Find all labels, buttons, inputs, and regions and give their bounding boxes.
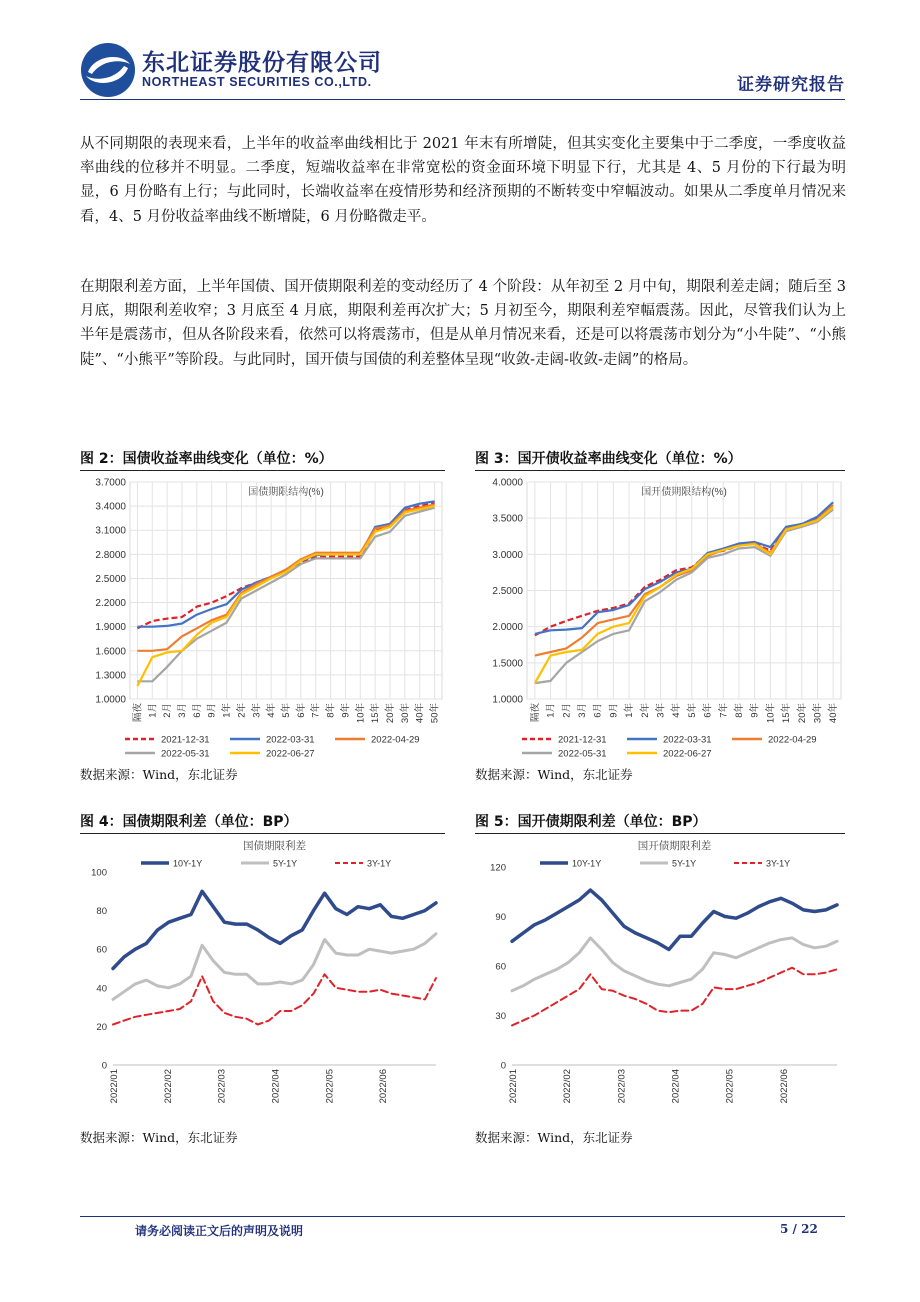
figure-4-title: 图 4：国债期限利差（单位：BP） <box>80 814 298 830</box>
legend-label: 3Y-1Y <box>766 858 791 869</box>
x-tick-label: 40年 <box>828 703 840 724</box>
y-tick-label: 1.9000 <box>95 622 126 634</box>
header-divider <box>80 99 845 100</box>
x-tick-label: 10年 <box>765 703 777 724</box>
x-tick-label: 1年 <box>624 703 636 718</box>
figure-5-title: 图 5：国开债期限利差（单位：BP） <box>475 814 707 830</box>
paragraph-2: 在期限利差方面，上半年国债、国开债期限利差的变动经历了 4 个阶段：从年初至 2 月中旬，期限利差走阔；随后至 3 月底，期限利差收窄；3 月底至 4 月底，期限利差再次扩大；5 月初至今，期限利差窄幅震荡。因此，尽管我们认为上半年是震荡市，但从各阶段来看，依然可以将震荡市，但是从单月情况来看，还是可以将震荡市划分为“小牛陡”、“小熊陡”、“小熊平”等阶段。与此同时，国开债与国债的利差整体呈现“收敛-走阔-收敛-走阔”的格局。 <box>80 279 846 368</box>
legend-label: 2021-12-31 <box>558 734 607 746</box>
figure-5-rule <box>475 833 845 834</box>
y-tick-label: 4.0000 <box>492 477 523 489</box>
chart-title: 国债期限结构(%) <box>248 487 324 498</box>
legend-label: 5Y-1Y <box>273 858 298 869</box>
x-tick-label: 9年 <box>340 703 352 718</box>
x-tick-label: 30年 <box>399 703 411 724</box>
x-tick-label: 2月 <box>561 703 573 718</box>
series-line-2022-06-27 <box>535 507 833 683</box>
y-tick-label: 2.8000 <box>95 549 126 561</box>
legend-label: 2022-04-29 <box>768 734 817 746</box>
y-tick-label: 2.5000 <box>95 573 126 585</box>
series-line-5Y-1Y <box>512 938 837 991</box>
legend-label: 2022-04-29 <box>371 734 420 746</box>
y-tick-label: 0 <box>500 1060 506 1072</box>
legend-label: 2022-03-31 <box>663 734 712 746</box>
x-tick-label: 2022/01 <box>109 1069 120 1104</box>
x-tick-label: 4年 <box>266 703 278 718</box>
y-tick-label: 80 <box>96 906 107 918</box>
y-tick-label: 20 <box>96 1021 107 1033</box>
x-tick-label: 4年 <box>671 703 683 718</box>
y-tick-label: 60 <box>495 961 506 973</box>
series-line-10Y-1Y <box>113 891 436 968</box>
figure-3-source: 数据来源：Wind，东北证券 <box>475 767 633 782</box>
legend-label: 3Y-1Y <box>367 858 392 869</box>
x-tick-label: 2022/04 <box>670 1069 682 1104</box>
x-tick-label: 15年 <box>781 703 793 724</box>
series-line-5Y-1Y <box>113 934 436 1000</box>
y-tick-label: 120 <box>490 862 506 874</box>
x-tick-label: 6年 <box>702 703 714 718</box>
y-tick-label: 3.7000 <box>95 477 126 489</box>
x-tick-label: 2022/01 <box>508 1069 519 1104</box>
chart-title: 国开债期限结构(%) <box>641 487 727 498</box>
y-tick-label: 100 <box>91 867 107 879</box>
legend-label: 2022-03-31 <box>266 734 315 746</box>
x-tick-label: 2022/05 <box>724 1069 736 1104</box>
chart-title: 国开债期限利差 <box>637 840 712 852</box>
figure-3-rule <box>475 470 845 471</box>
company-logo-icon <box>80 42 136 98</box>
y-tick-label: 40 <box>96 983 107 995</box>
series-line-3Y-1Y <box>512 968 837 1026</box>
x-tick-label: 1年 <box>221 703 233 718</box>
figure-2-title: 图 2：国债收益率曲线变化（单位：%） <box>80 451 333 467</box>
y-tick-label: 1.0000 <box>492 694 523 706</box>
x-tick-label: 2022/03 <box>216 1069 228 1104</box>
x-tick-label: 3月 <box>177 703 188 718</box>
x-tick-label: 40年 <box>414 703 426 724</box>
legend-label: 2022-06-27 <box>663 748 712 757</box>
y-tick-label: 3.0000 <box>492 549 523 561</box>
x-tick-label: 6月 <box>191 703 203 718</box>
x-tick-label: 1月 <box>545 703 557 718</box>
y-tick-label: 2.0000 <box>492 622 523 634</box>
x-tick-label: 2022/04 <box>270 1069 282 1104</box>
y-tick-label: 3.4000 <box>95 501 126 513</box>
legend-label: 2022-06-27 <box>266 748 315 757</box>
x-tick-label: 2022/05 <box>324 1069 336 1104</box>
y-tick-label: 2.2000 <box>95 598 126 610</box>
x-tick-label: 8年 <box>733 703 745 718</box>
footer-divider <box>80 1216 845 1217</box>
legend-label: 2021-12-31 <box>161 734 210 746</box>
figure-4-source: 数据来源：Wind，东北证券 <box>80 1130 238 1145</box>
legend-label: 2022-05-31 <box>558 748 607 757</box>
x-tick-label: 9月 <box>206 703 218 718</box>
y-tick-label: 1.0000 <box>95 694 126 706</box>
x-tick-label: 2022/02 <box>562 1069 574 1104</box>
report-type-label: 证券研究报告 <box>737 75 845 95</box>
chart-title: 国债期限利差 <box>243 840 306 852</box>
legend-label: 10Y-1Y <box>572 858 602 869</box>
x-tick-label: 6月 <box>592 703 604 718</box>
y-tick-label: 3.1000 <box>95 525 126 537</box>
report-header <box>80 38 845 98</box>
y-tick-label: 3.5000 <box>492 513 523 525</box>
treasury-yield-curve-chart <box>80 472 445 757</box>
figure-2-rule <box>80 470 445 471</box>
y-tick-label: 0 <box>101 1060 107 1072</box>
x-tick-label: 3月 <box>576 703 588 718</box>
x-tick-label: 6年 <box>295 703 307 718</box>
company-name-en: NORTHEAST SECURITIES CO.,LTD. <box>142 75 372 89</box>
x-tick-label: 20年 <box>385 703 396 724</box>
x-tick-label: 30年 <box>812 703 824 724</box>
y-tick-label: 30 <box>495 1011 506 1022</box>
y-tick-label: 1.6000 <box>95 646 126 658</box>
y-tick-label: 60 <box>96 944 107 956</box>
series-line-10Y-1Y <box>512 890 837 949</box>
x-tick-label: 5年 <box>686 703 698 718</box>
x-tick-label: 9年 <box>749 703 761 718</box>
y-tick-label: 1.5000 <box>492 658 523 670</box>
x-tick-label: 2月 <box>162 703 174 718</box>
figure-3-title: 图 3：国开债收益率曲线变化（单位：%） <box>475 451 742 467</box>
x-tick-label: 2022/06 <box>778 1069 790 1104</box>
series-line-2022-04-29 <box>535 505 833 655</box>
figure-5-source: 数据来源：Wind，东北证券 <box>475 1130 633 1145</box>
y-tick-label: 1.3000 <box>95 670 126 682</box>
footer-disclaimer: 请务必阅读正文后的声明及说明 <box>135 1224 304 1238</box>
page-number: 5 / 22 <box>780 1222 818 1236</box>
legend-label: 2022-05-31 <box>161 748 210 757</box>
x-tick-label: 隔夜 <box>529 703 541 723</box>
series-line-2022-05-31 <box>535 510 833 684</box>
x-tick-label: 3年 <box>655 703 667 718</box>
x-tick-label: 10年 <box>355 703 367 724</box>
x-tick-label: 9月 <box>608 703 620 718</box>
y-tick-label: 90 <box>495 912 506 923</box>
x-tick-label: 8年 <box>325 703 337 718</box>
x-tick-label: 隔夜 <box>132 703 144 723</box>
x-tick-label: 15年 <box>370 703 382 724</box>
legend-label: 10Y-1Y <box>173 858 203 869</box>
legend-label: 5Y-1Y <box>672 858 697 869</box>
x-tick-label: 20年 <box>796 703 808 724</box>
figure-4-rule <box>80 833 445 834</box>
treasury-term-spread-chart <box>80 835 445 1120</box>
figure-2-source: 数据来源：Wind，东北证券 <box>80 767 238 782</box>
x-tick-label: 2022/02 <box>162 1069 174 1104</box>
x-tick-label: 2年 <box>236 703 248 718</box>
y-tick-label: 2.5000 <box>492 586 523 597</box>
x-tick-label: 5年 <box>281 703 292 718</box>
company-name-cn: 东北证券股份有限公司 <box>142 50 382 76</box>
x-tick-label: 2022/03 <box>616 1069 628 1104</box>
x-tick-label: 7年 <box>718 703 730 718</box>
x-tick-label: 50年 <box>429 703 441 724</box>
cdb-yield-curve-chart <box>475 472 845 757</box>
x-tick-label: 2年 <box>639 703 651 718</box>
x-tick-label: 1月 <box>147 703 159 718</box>
paragraph-1: 从不同期限的表现来看，上半年的收益率曲线相比于 2021 年末有所增陡，但其实变化主要集中于二季度，一季度收益率曲线的位移并不明显。二季度，短端收益率在非常宽松的资金面环境下明显下行，尤其是 4、5 月份的下行最为明显，6 月份略有上行；与此同时，长端收益率在疫情形势和经济预期的不断转变中窄幅波动。如果从二季度单月情况来看，4、5 月份收益率曲线不断增陡，6 月份略微走平。 <box>80 136 846 225</box>
x-tick-label: 2022/06 <box>378 1069 390 1104</box>
x-tick-label: 3年 <box>251 703 263 718</box>
cdb-term-spread-chart <box>475 835 845 1120</box>
x-tick-label: 7年 <box>310 703 322 718</box>
